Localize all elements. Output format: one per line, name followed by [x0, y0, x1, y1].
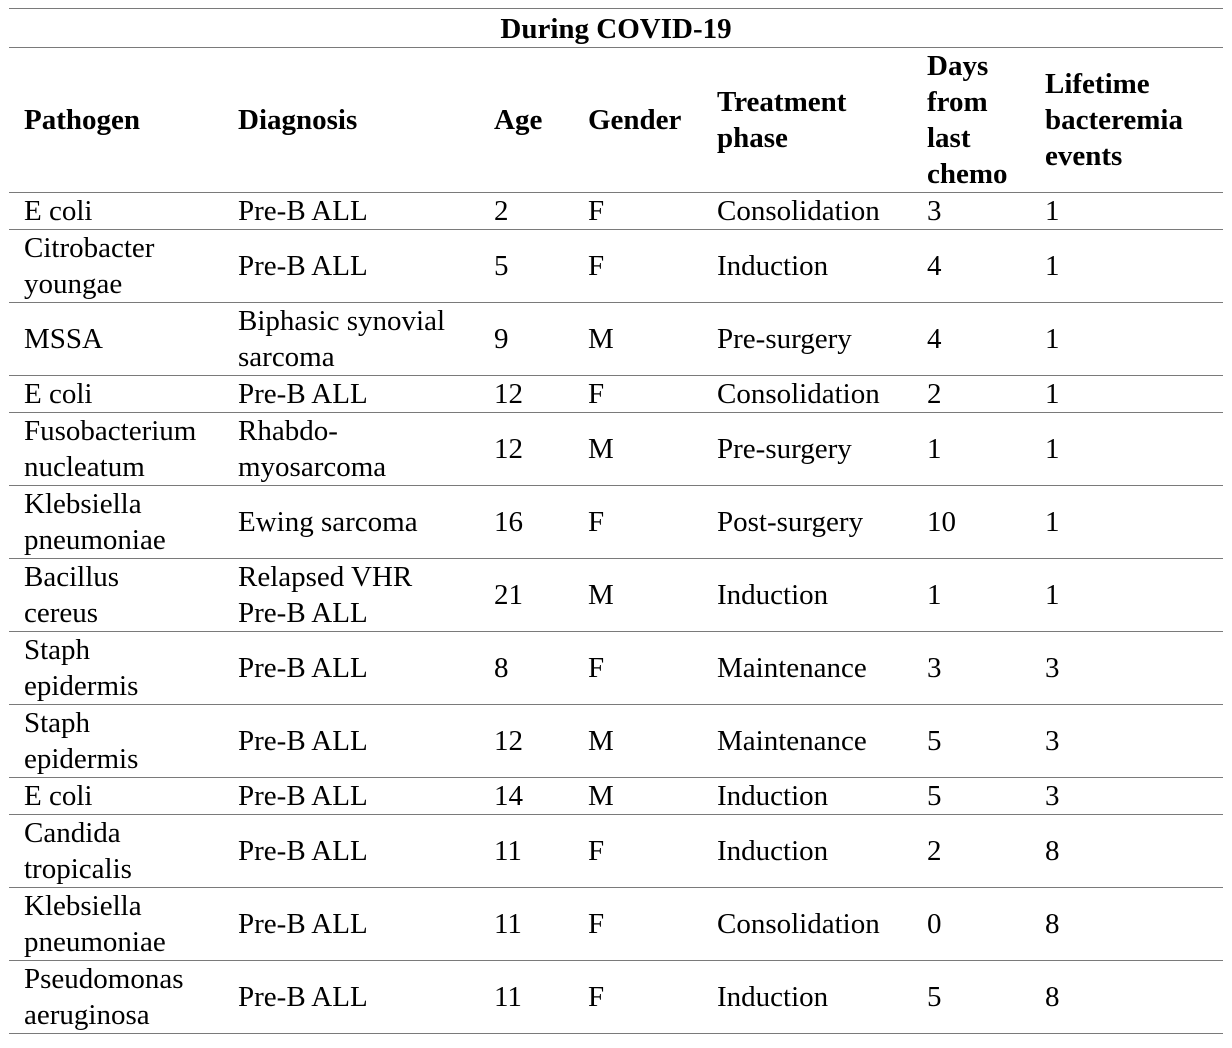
- table-cell: Induction: [717, 835, 829, 867]
- table-container: [9, 8, 1223, 1034]
- table-cell: 11: [494, 835, 522, 867]
- table-cell: 12: [494, 378, 523, 410]
- table-cell: F: [588, 378, 605, 410]
- table-cell: 1: [1045, 250, 1060, 282]
- table-cell: Consolidation: [717, 378, 880, 410]
- table-cell: Klebsiella pneumoniae: [24, 488, 166, 556]
- table-cell: F: [588, 250, 605, 282]
- table-cell: MSSA: [24, 323, 103, 355]
- table-cell: M: [588, 579, 614, 611]
- column-header: Days from last chemo: [912, 48, 1030, 193]
- table-cell: Pre-B ALL: [238, 780, 368, 812]
- table-title: During COVID-19: [9, 9, 1223, 48]
- table-cell: 11: [494, 908, 522, 940]
- table-cell: 3: [1045, 725, 1060, 757]
- bacteremia-table: [9, 8, 1223, 1034]
- table-cell: Maintenance: [717, 652, 867, 684]
- table-cell: 0: [927, 908, 942, 940]
- column-header: Lifetime bacteremia events: [1030, 48, 1223, 193]
- table-header-row: [9, 48, 1223, 193]
- table-cell: Staph epidermis: [24, 634, 139, 702]
- table-cell: Citrobacter youngae: [24, 232, 155, 300]
- table-cell: 3: [1045, 780, 1060, 812]
- table-cell: F: [588, 981, 605, 1013]
- table-cell: Induction: [717, 579, 829, 611]
- table-cell: Consolidation: [717, 195, 880, 227]
- table-row: [9, 778, 1223, 815]
- table-cell: M: [588, 433, 614, 465]
- table-cell: 3: [927, 195, 942, 227]
- table-cell: 4: [927, 323, 942, 355]
- table-cell: Induction: [717, 250, 829, 282]
- table-cell: E coli: [24, 780, 93, 812]
- table-row: [9, 303, 1223, 376]
- table-cell: Staph epidermis: [24, 707, 139, 775]
- table-cell: 5: [927, 725, 942, 757]
- table-cell: F: [588, 908, 605, 940]
- table-cell: 8: [494, 652, 509, 684]
- table-cell: Pre-B ALL: [238, 652, 368, 684]
- table-cell: 8: [1045, 835, 1060, 867]
- table-cell: 11: [494, 981, 522, 1013]
- table-cell: 3: [927, 652, 942, 684]
- table-cell: Bacillus cereus: [24, 561, 120, 629]
- table-cell: Biphasic synovial sarcoma: [238, 305, 446, 373]
- table-cell: M: [588, 323, 614, 355]
- table-cell: Consolidation: [717, 908, 880, 940]
- table-cell: 12: [494, 725, 523, 757]
- column-header: Pathogen: [9, 48, 223, 193]
- table-cell: 10: [927, 506, 956, 538]
- column-header: Treatment phase: [702, 48, 912, 193]
- table-cell: Pre-B ALL: [238, 981, 368, 1013]
- table-row: [9, 815, 1223, 888]
- table-cell: 9: [494, 323, 509, 355]
- table-cell: Pre-B ALL: [238, 725, 368, 757]
- table-cell: 1: [1045, 378, 1060, 410]
- table-cell: 1: [1045, 506, 1060, 538]
- table-cell: Induction: [717, 981, 829, 1013]
- table-cell: Fusobacterium nucleatum: [24, 415, 197, 483]
- table-cell: 5: [927, 780, 942, 812]
- table-cell: 12: [494, 433, 523, 465]
- table-cell: 2: [494, 195, 509, 227]
- table-cell: 1: [1045, 433, 1060, 465]
- table-cell: 5: [927, 981, 942, 1013]
- table-title-row: [9, 9, 1223, 48]
- table-cell: F: [588, 835, 605, 867]
- column-header: Diagnosis: [223, 48, 479, 193]
- table-cell: Ewing sarcoma: [238, 506, 418, 538]
- table-cell: E coli: [24, 378, 93, 410]
- table-cell: Post-surgery: [717, 506, 864, 538]
- table-row: [9, 632, 1223, 705]
- table-row: [9, 559, 1223, 632]
- table-cell: 1: [1045, 195, 1060, 227]
- table-cell: Rhabdo- myosarcoma: [238, 415, 387, 483]
- table-cell: Pseudomonas aeruginosa: [24, 963, 184, 1031]
- table-cell: Pre-surgery: [717, 433, 852, 465]
- table-cell: 14: [494, 780, 523, 812]
- table-row: [9, 413, 1223, 486]
- table-row: [9, 376, 1223, 413]
- table-cell: Pre-B ALL: [238, 835, 368, 867]
- table-cell: Pre-B ALL: [238, 250, 368, 282]
- table-cell: 1: [927, 433, 942, 465]
- table-body: [9, 193, 1223, 1034]
- table-cell: Induction: [717, 780, 829, 812]
- table-cell: 1: [1045, 323, 1060, 355]
- table-cell: Pre-B ALL: [238, 908, 368, 940]
- table-cell: 21: [494, 579, 523, 611]
- table-cell: 1: [927, 579, 942, 611]
- table-row: [9, 961, 1223, 1034]
- table-cell: F: [588, 195, 605, 227]
- table-cell: Relapsed VHR Pre-B ALL: [238, 561, 413, 629]
- table-row: [9, 230, 1223, 303]
- table-cell: F: [588, 652, 605, 684]
- table-cell: 1: [1045, 579, 1060, 611]
- table-row: [9, 486, 1223, 559]
- table-cell: M: [588, 725, 614, 757]
- table-cell: 8: [1045, 908, 1060, 940]
- table-row: [9, 888, 1223, 961]
- column-header: Age: [479, 48, 573, 193]
- table-cell: 4: [927, 250, 942, 282]
- table-cell: 2: [927, 835, 942, 867]
- table-cell: M: [588, 780, 614, 812]
- table-row: [9, 705, 1223, 778]
- table-cell: 2: [927, 378, 942, 410]
- table-cell: F: [588, 506, 605, 538]
- table-cell: Pre-B ALL: [238, 195, 368, 227]
- table-cell: E coli: [24, 195, 93, 227]
- table-cell: Pre-surgery: [717, 323, 852, 355]
- table-row: [9, 193, 1223, 230]
- table-cell: Candida tropicalis: [24, 817, 132, 885]
- column-header: Gender: [573, 48, 702, 193]
- table-cell: 3: [1045, 652, 1060, 684]
- table-cell: 5: [494, 250, 509, 282]
- table-cell: Pre-B ALL: [238, 378, 368, 410]
- table-cell: Maintenance: [717, 725, 867, 757]
- table-cell: Klebsiella pneumoniae: [24, 890, 166, 958]
- table-cell: 8: [1045, 981, 1060, 1013]
- table-cell: 16: [494, 506, 523, 538]
